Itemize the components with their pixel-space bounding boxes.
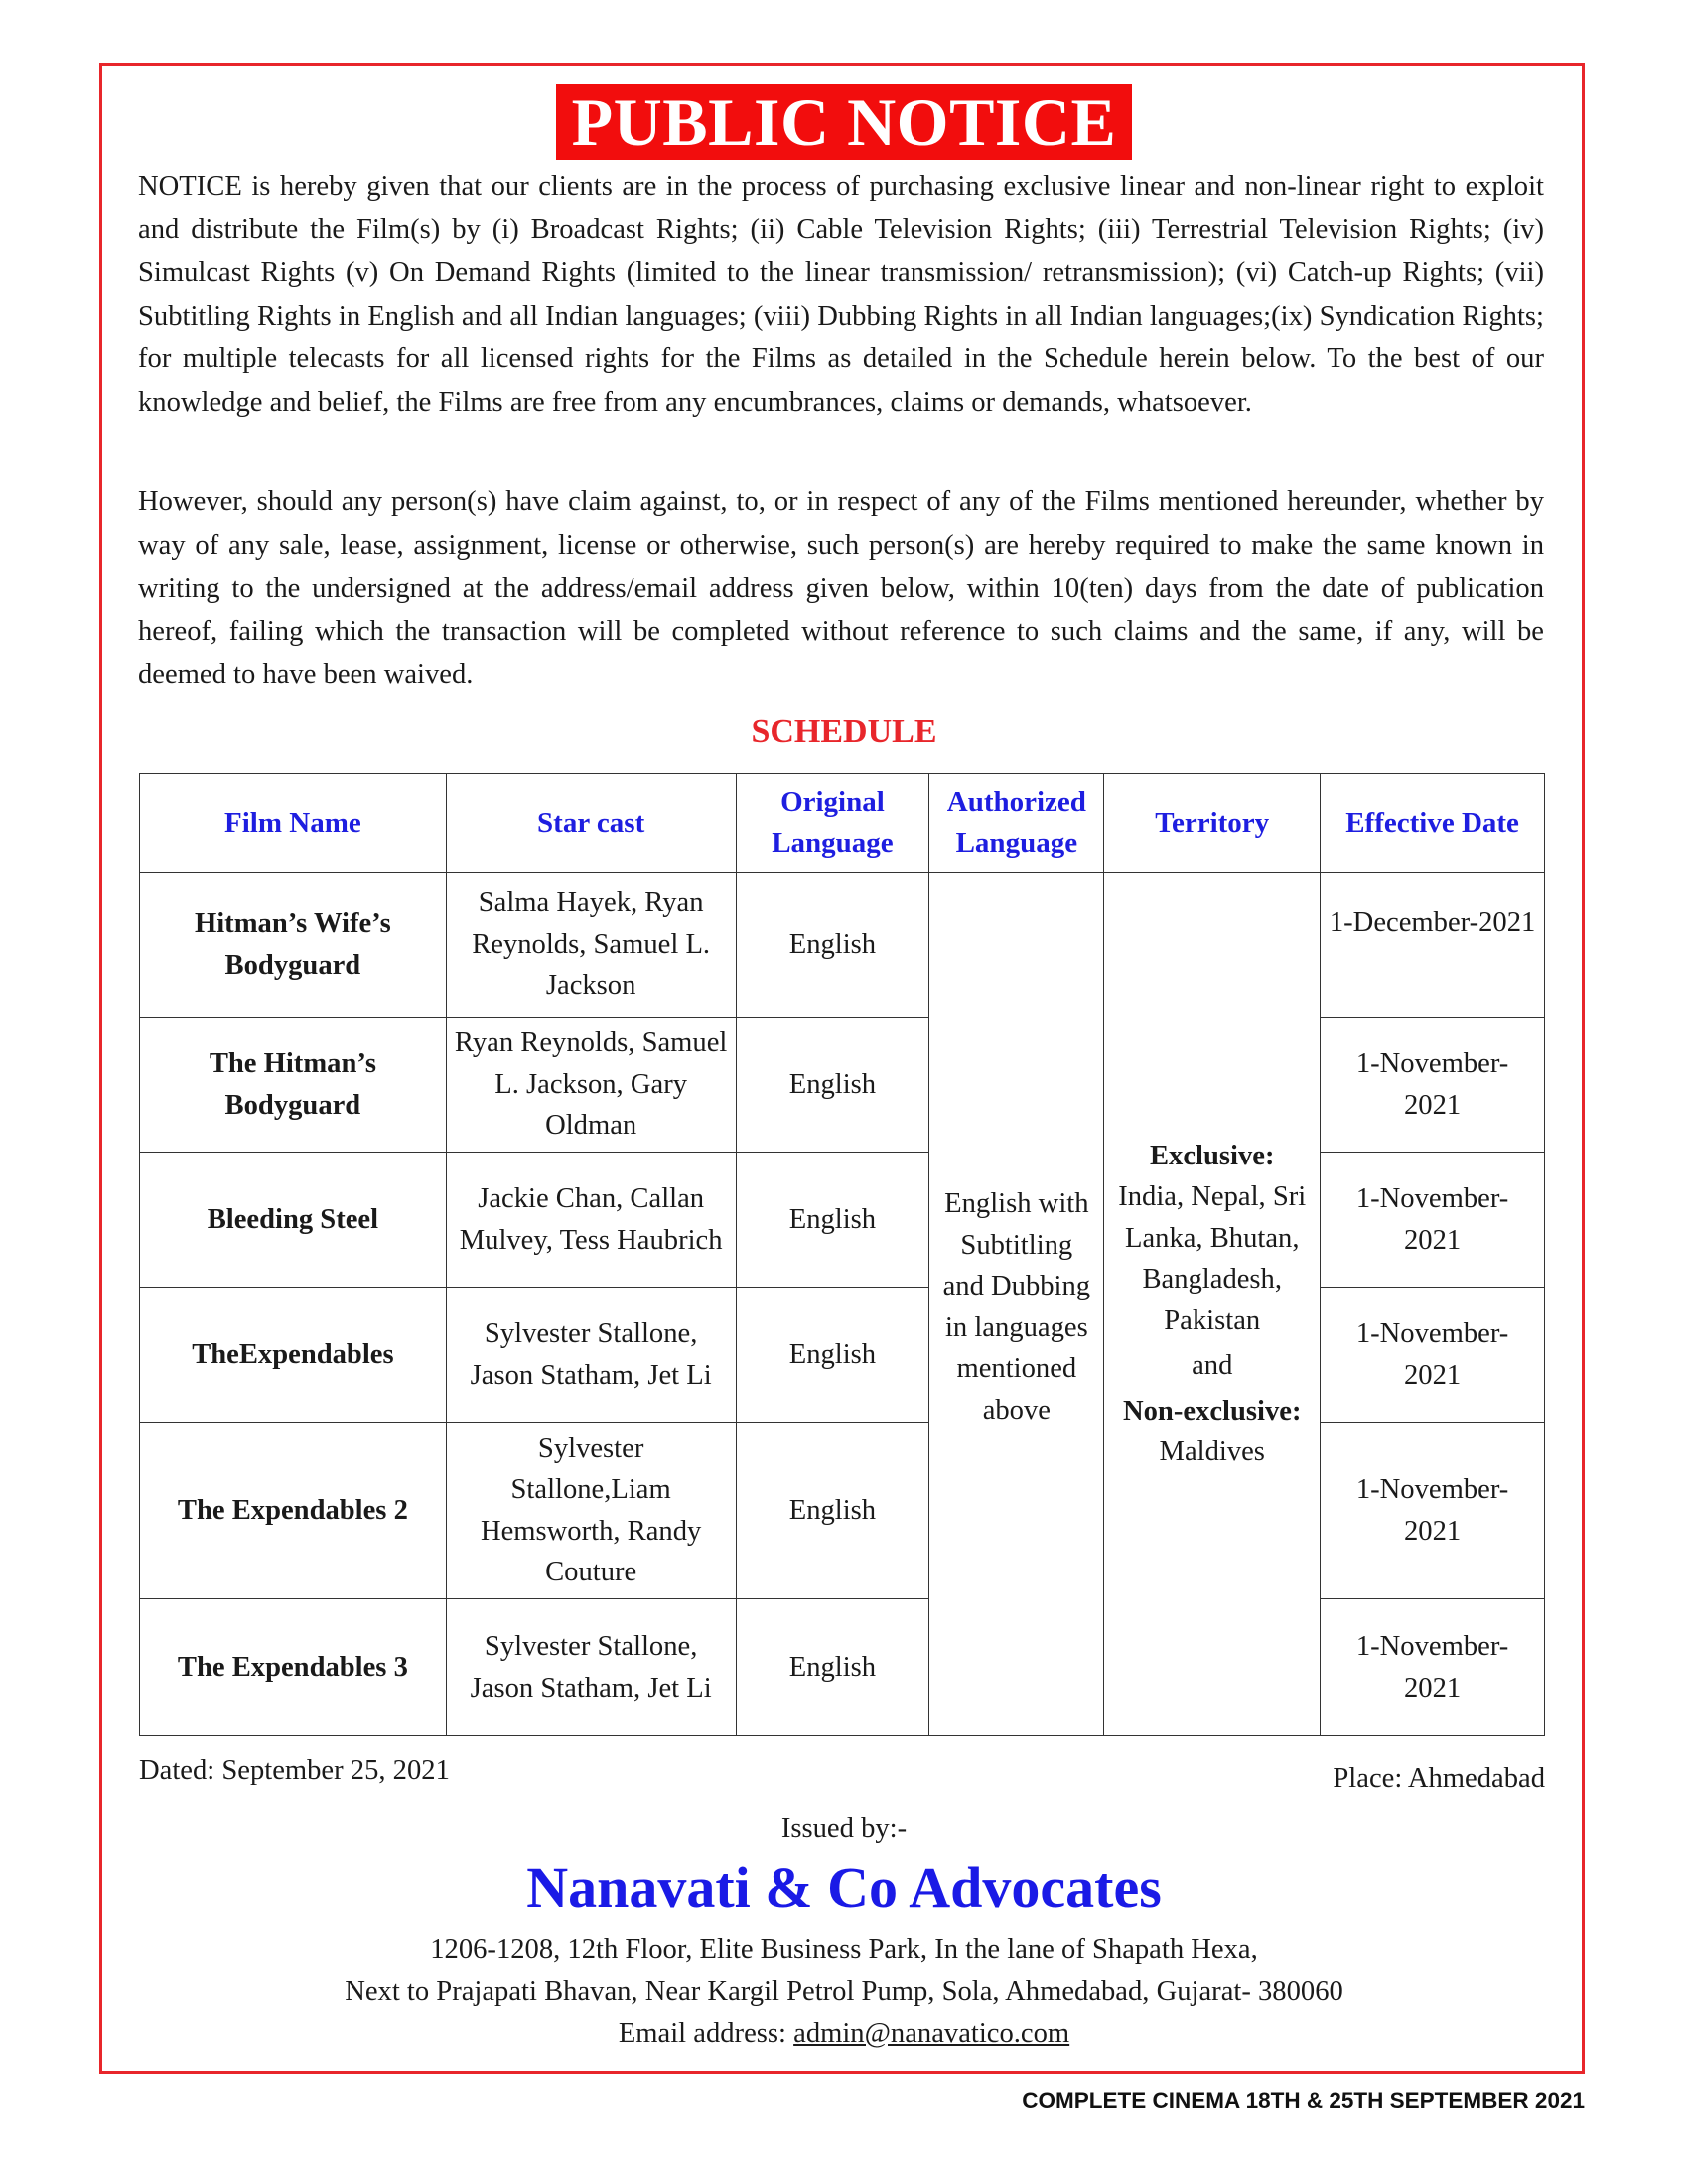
original-language: English — [736, 1018, 929, 1153]
star-cast: Sylvester Stallone, Jason Statham, Jet Li — [446, 1288, 736, 1423]
header-territory: Territory — [1104, 774, 1321, 873]
email-link[interactable]: admin@nanavatico.com — [793, 2018, 1070, 2049]
dated-text: Dated: September 25, 2021 — [139, 1755, 450, 1786]
territory-and: and — [1192, 1350, 1233, 1381]
film-name: The Expendables 2 — [140, 1423, 447, 1599]
territory-exclusive-list: India, Nepal, Sri Lanka, Bhutan, Bangladesh, Pakistan — [1118, 1181, 1307, 1336]
film-name: The Expendables 3 — [140, 1599, 447, 1736]
table-header-row — [140, 774, 1545, 873]
effective-date: 1-December-2021 — [1321, 873, 1545, 1018]
email-label: Email address: — [618, 2018, 794, 2049]
footer-publication-text: COMPLETE CINEMA 18TH & 25TH SEPTEMBER 2021 — [1022, 2088, 1585, 2113]
header-film-name: Film Name — [140, 774, 447, 873]
table-row — [140, 1288, 1545, 1423]
original-language: English — [736, 1599, 929, 1736]
original-language: English — [736, 873, 929, 1018]
notice-paragraph-1: NOTICE is hereby given that our clients are in the process of purchasing exclusive linear and non-linear right to exploit and distribute the Film(s) by (i) Broadcast Rights; (ii) Cable Television Rights; (iii) Terrestrial Television Rights; (iv) Simulcast Rights (v) On Demand Rights (limited to the linear transmission/ retransmission); (vi) Catch-up Rights; (vii) Subtitling Rights in English and all Indian languages; (viii) Dubbing Rights in all Indian languages;(ix) Syndication Rights; for multiple telecasts for all licensed rights for the Films as detailed in the Schedule herein below. To the best of our knowledge and belief, the Films are free from any encumbrances, claims or demands, whatsoever. — [138, 171, 1544, 418]
effective-date: 1-November-2021 — [1321, 1599, 1545, 1736]
table-row — [140, 1018, 1545, 1153]
firm-name: Nanavati & Co Advocates — [526, 1855, 1162, 1920]
effective-date: 1-November-2021 — [1321, 1018, 1545, 1153]
territory-cell — [1104, 873, 1321, 1736]
issued-by-text: Issued by:- — [780, 1813, 908, 1843]
title-wrap — [0, 84, 1688, 160]
effective-date: 1-November-2021 — [1321, 1423, 1545, 1599]
film-name: TheExpendables — [140, 1288, 447, 1423]
header-star-cast: Star cast — [446, 774, 736, 873]
star-cast: Sylvester Stallone, Jason Statham, Jet Li — [446, 1599, 736, 1736]
email-line — [0, 2018, 1688, 2050]
page-title: PUBLIC NOTICE — [556, 84, 1133, 160]
table-row — [140, 1599, 1545, 1736]
address-line-1: 1206-1208, 12th Floor, Elite Business Park, In the lane of Shapath Hexa, — [430, 1934, 1258, 1965]
original-language: English — [736, 1288, 929, 1423]
star-cast: Ryan Reynolds, Samuel L. Jackson, Gary Oldman — [446, 1018, 736, 1153]
schedule-heading: SCHEDULE — [751, 713, 937, 750]
territory-non-exclusive-list: Maldives — [1159, 1436, 1265, 1467]
star-cast: Sylvester Stallone,Liam Hemsworth, Randy Couture — [446, 1423, 736, 1599]
authorized-language-cell: English with Subtitling and Dubbing in languages mentioned above — [929, 873, 1104, 1736]
header-effective-date: Effective Date — [1321, 774, 1545, 873]
original-language: English — [736, 1423, 929, 1599]
film-name: Hitman’s Wife’s Bodyguard — [140, 873, 447, 1018]
address-line-2: Next to Prajapati Bhavan, Near Kargil Petrol Pump, Sola, Ahmedabad, Gujarat- 380060 — [345, 1977, 1343, 2007]
original-language: English — [736, 1153, 929, 1288]
territory-exclusive-label: Exclusive: — [1149, 1140, 1275, 1171]
table-row — [140, 1153, 1545, 1288]
film-name: Bleeding Steel — [140, 1153, 447, 1288]
table-row — [140, 873, 1545, 1018]
place-text: Place: Ahmedabad — [1333, 1763, 1545, 1794]
schedule-table — [139, 773, 1545, 1736]
effective-date: 1-November-2021 — [1321, 1153, 1545, 1288]
table-row — [140, 1423, 1545, 1599]
star-cast: Jackie Chan, Callan Mulvey, Tess Haubrich — [446, 1153, 736, 1288]
star-cast: Salma Hayek, Ryan Reynolds, Samuel L. Jackson — [446, 873, 736, 1018]
effective-date: 1-November-2021 — [1321, 1288, 1545, 1423]
header-original-language: Original Language — [736, 774, 929, 873]
film-name: The Hitman’s Bodyguard — [140, 1018, 447, 1153]
territory-non-exclusive-label: Non-exclusive: — [1122, 1395, 1302, 1427]
notice-paragraph-2: However, should any person(s) have claim against, to, or in respect of any of the Films mentioned hereunder, whether by way of any sale, lease, assignment, license or otherwise, such person(s) are hereby required to make the same known in writing to the undersigned at the address/email address given below, within 10(ten) days from the date of publication hereof, failing which the transaction will be completed without reference to such claims and the same, if any, will be deemed to have been waived. — [138, 486, 1544, 690]
header-authorized-language: Authorized Language — [929, 774, 1104, 873]
